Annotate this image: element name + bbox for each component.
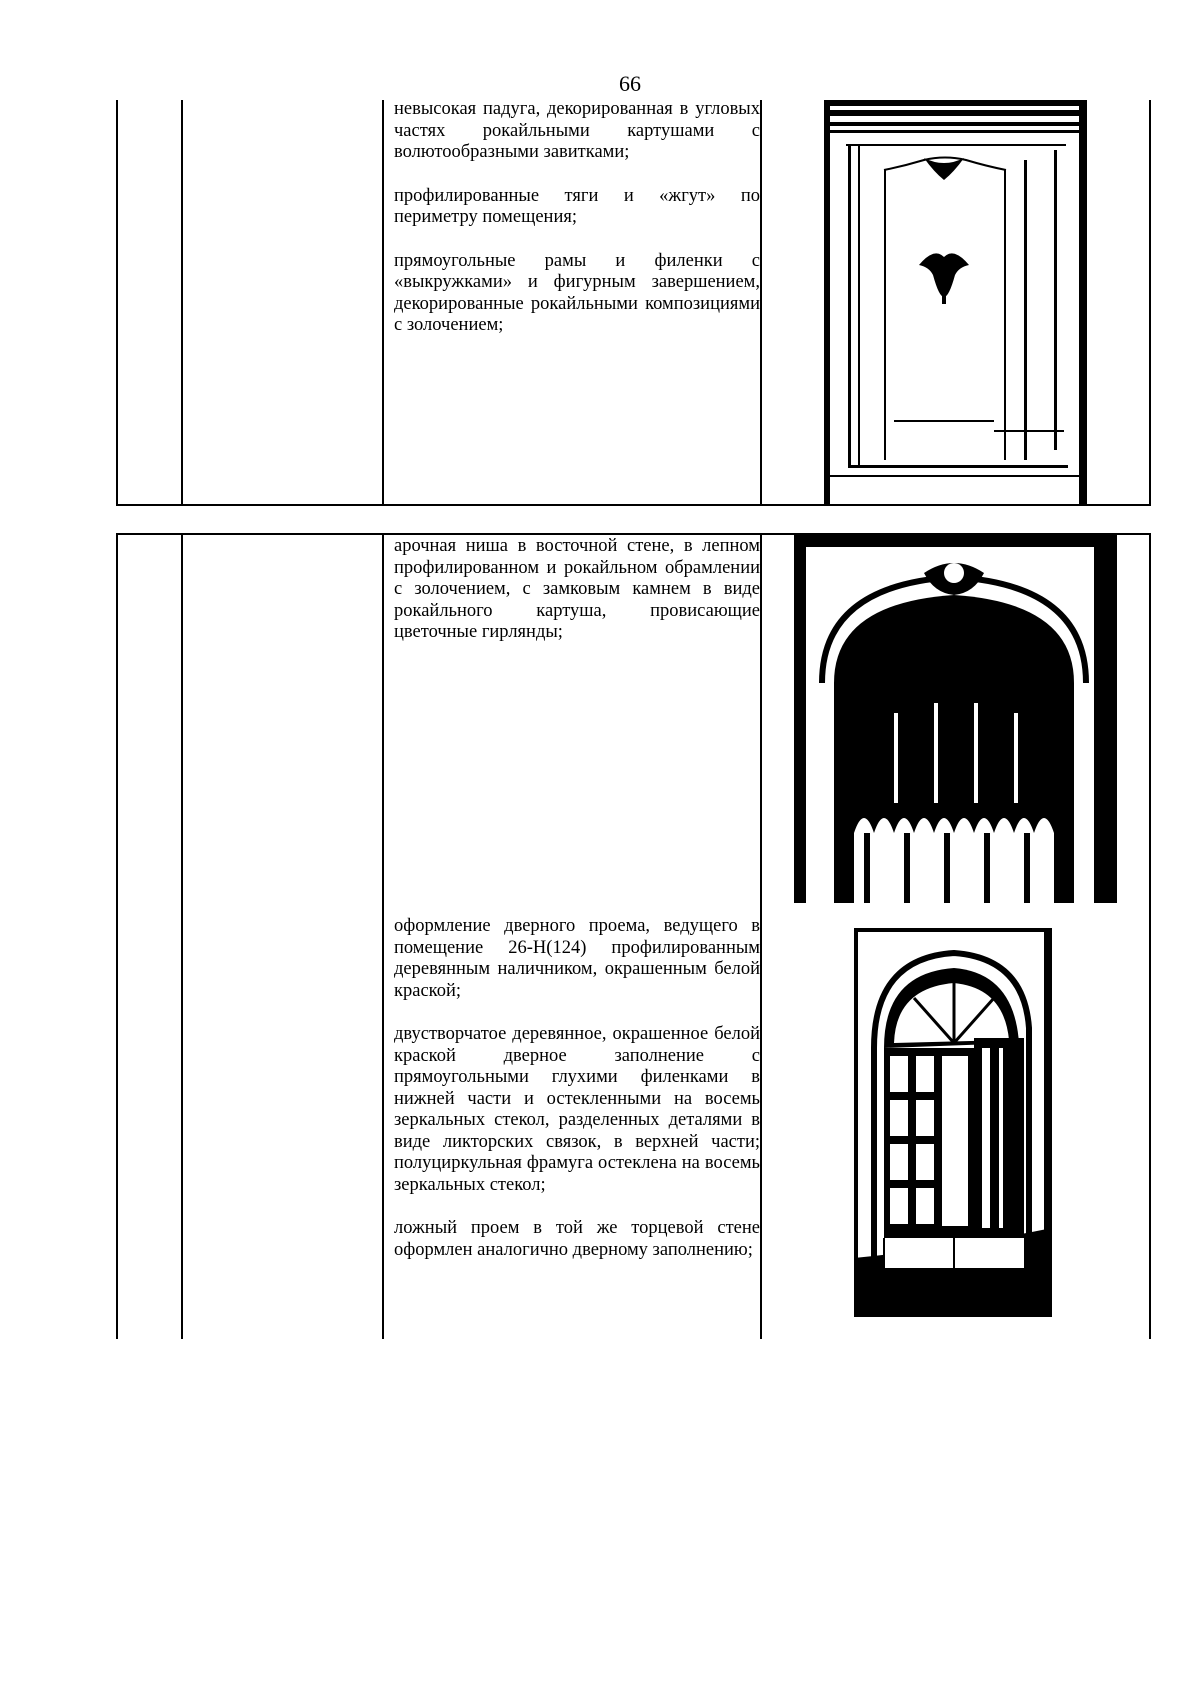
table-2-col-divider-2: [382, 533, 384, 1339]
table-2-left-border: [116, 533, 118, 1339]
photo-arched-niche: [794, 533, 1117, 903]
photo-wall-panels: [824, 100, 1087, 504]
description-paragraph: двустворчатое деревянное, окрашенное белой краской дверное заполнение с прямоугольными глухими филенками в нижней части и остекленными на восемь зеркальных стекол, разделенных деталями в виде ликторских связок, в верхней части; полуциркульная фрамуга остеклена на восемь зеркальных стекол;: [394, 1024, 760, 1195]
table-1-description-cell: [394, 99, 760, 337]
description-paragraph: ложный проем в той же торцевой стене оформлен аналогично дверному заполнению;: [394, 1218, 760, 1260]
table-2-col-divider-3: [760, 533, 762, 1339]
table-1-col-divider-1: [181, 100, 183, 506]
table-1-right-border: [1149, 100, 1151, 506]
description-paragraph: профилированные тяги и «жгут» по периметру помещения;: [394, 185, 760, 227]
table-1-left-border: [116, 100, 118, 506]
table-1-col-divider-2: [382, 100, 384, 506]
description-paragraph: прямоугольные рамы и филенки с «выкружками» и фигурным завершением, декорированные рокайльными композициями с золочением;: [394, 250, 760, 335]
photo-door-opening: [854, 928, 1052, 1317]
table-2-description-top: [394, 536, 760, 644]
table-2-right-border: [1149, 533, 1151, 1339]
description-paragraph: арочная ниша в восточной стене, в лепном профилированном и рокайльном обрамлении с золочением, с замковым камнем в виде рокайльного картуша, провисающие цветочные гирлянды;: [394, 536, 760, 642]
table-1-col-divider-3: [760, 100, 762, 506]
description-paragraph: оформление дверного проема, ведущего в помещение 26-Н(124) профилированным деревянным наличником, окрашенным белой краской;: [394, 916, 760, 1001]
description-paragraph: невысокая падуга, декорированная в угловых частях рокайльными картушами с волютообразными завитками;: [394, 99, 760, 162]
table-2-col-divider-1: [181, 533, 183, 1339]
table-2-description-bottom: [394, 916, 760, 1261]
page-number: 66: [619, 71, 641, 96]
table-1-bottom-border: [116, 504, 1151, 506]
